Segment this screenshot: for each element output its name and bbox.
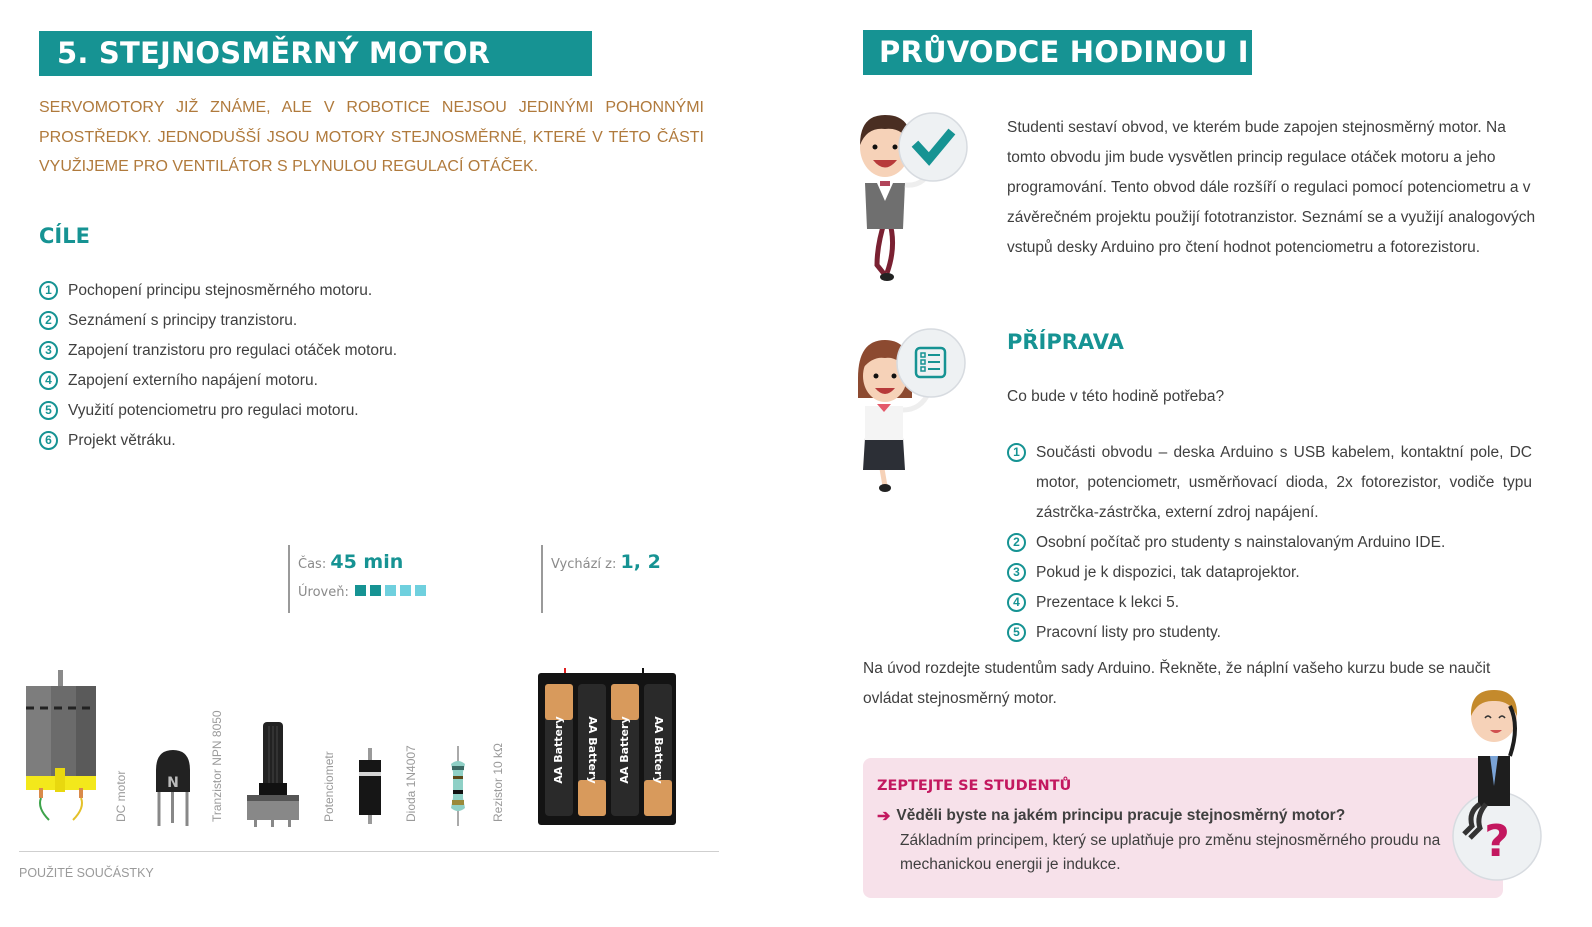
prerequisite-info [551, 551, 661, 573]
goal-text: Projekt větráku. [68, 432, 176, 449]
number-badge-icon: 1 [39, 281, 58, 300]
goals-heading: CÍLE [39, 224, 90, 248]
level-square-empty [415, 585, 426, 596]
component-label: Rezistor 10 kΩ [491, 743, 505, 822]
prerequisite-value: 1, 2 [620, 551, 661, 573]
preparation-item [1007, 528, 1532, 558]
level-square-empty [400, 585, 411, 596]
prerequisite-label: Vychází z: [551, 557, 617, 572]
teacher-girl-illustration [855, 328, 990, 498]
goal-text: Zapojení tranzistoru pro regulaci otáček motoru. [68, 342, 398, 359]
closing-instructions: Na úvod rozdejte studentům sady Arduino. Řekněte, že náplní vašeho kurzu bude se naučit ovládat stejnosměrný motor. [863, 660, 1491, 707]
preparation-text: Pracovní listy pro studenty. [1036, 624, 1221, 641]
preparation-text: Součásti obvodu – deska Arduino s USB kabelem, kontaktní pole, DC motor, potenciometr, usměrňovací dioda, 2x fotorezistor, vodiče typu zástrčka-zástrčka, externí zdroj napájení. [1036, 444, 1532, 521]
battery-label: AA Battery [652, 716, 665, 784]
ask-question-text: Věděli byste na jakém principu pracuje stejnosměrný motor? [896, 807, 1346, 824]
goal-item [39, 431, 679, 461]
component-label: Tranzistor NPN 8050 [210, 710, 224, 822]
battery-pack-icon [538, 668, 676, 825]
ask-students-box [863, 758, 1503, 898]
goal-text: Zapojení externího napájení motoru. [68, 372, 318, 389]
preparation-item [1007, 588, 1532, 618]
goal-text: Seznámení s principy tranzistoru. [68, 312, 298, 329]
goal-item [39, 311, 679, 341]
question-mark: ? [1484, 816, 1510, 867]
intro-text: SERVOMOTORY JIŽ ZNÁME, ALE V ROBOTICE NEJSOU JEDINÝMI POHONNÝMI PROSTŘEDKY. JEDNODUŠŠÍ JSOU MOTORY STEJNOSMĚRNÉ, KTERÉ V TÉTO ČÁSTI VYUŽIJEME PRO VENTILÁTOR S PLYNULOU REGULACÍ OTÁČEK. [39, 99, 704, 175]
number-badge-icon: 5 [39, 401, 58, 420]
lesson-guide-title: PRŮVODCE HODINOU I [879, 35, 1249, 69]
ask-answer: Základním principem, který se uplatňuje pro změnu stejnosměrného proudu na mechanickou energii je indukce. [900, 832, 1441, 873]
number-badge-icon: 4 [39, 371, 58, 390]
number-badge-icon: 4 [1007, 593, 1026, 612]
preparation-heading: PŘÍPRAVA [1007, 330, 1124, 354]
level-label: Úroveň: [298, 585, 349, 600]
battery-label: AA Battery [586, 716, 599, 784]
component-label: DC motor [114, 770, 128, 822]
number-badge-icon: 5 [1007, 623, 1026, 642]
component-label: Potenciometr [322, 751, 336, 822]
goal-item [39, 341, 679, 371]
aa-battery-icon [611, 684, 639, 816]
preparation-text: Pokud je k dispozici, tak dataprojektor. [1036, 564, 1300, 581]
battery-label: AA Battery [618, 716, 631, 784]
level-square-filled [370, 585, 381, 596]
svg-text:N: N [167, 775, 179, 791]
time-info [298, 551, 403, 573]
preparation-item [1007, 618, 1532, 648]
aa-battery-icon [545, 684, 573, 816]
preparation-list [1007, 438, 1532, 648]
aa-battery-icon [578, 684, 606, 816]
number-badge-icon: 3 [39, 341, 58, 360]
goals-list [39, 281, 679, 461]
preparation-item [1007, 438, 1532, 528]
components-divider [19, 851, 719, 852]
potentiometer-icon [247, 722, 299, 827]
checkmark-balloon-icon [899, 113, 967, 181]
component-label: Dioda 1N4007 [404, 745, 418, 822]
preparation-item [1007, 558, 1532, 588]
ask-question [877, 806, 1345, 826]
goal-text: Využití potenciometru pro regulaci motoru. [68, 402, 359, 419]
lesson-title: 5. STEJNOSMĚRNÝ MOTOR [57, 36, 491, 70]
goal-text: Pochopení principu stejnosměrného motoru. [68, 282, 373, 299]
goal-item [39, 281, 679, 311]
time-value: 45 min [330, 551, 404, 573]
level-indicator [351, 585, 426, 600]
meta-divider [541, 545, 543, 613]
time-label: Čas: [298, 557, 327, 572]
number-badge-icon: 2 [39, 311, 58, 330]
number-badge-icon: 3 [1007, 563, 1026, 582]
transistor-icon [156, 750, 190, 826]
aa-battery-icon [644, 684, 672, 816]
diode-icon [359, 748, 381, 824]
ask-students-heading: ZEPTEJTE SE STUDENTŮ [877, 778, 1072, 794]
dc-motor-icon [26, 670, 96, 820]
lesson-guide-banner [863, 30, 1252, 75]
goal-item [39, 371, 679, 401]
number-badge-icon: 1 [1007, 443, 1026, 462]
lesson-summary: Studenti sestaví obvod, ve kterém bude zapojen stejnosměrný motor. Na tomto obvodu jim bude vysvětlen princip regulace otáček motoru a jeho programování. Tento obvod dále rozšíří o regulaci pomocí potenciometru a v závěrečném projektu použijí fototranzistor. Seznámí se a využijí analogových vstupů desky Arduino pro čtení hodnot potenciometru a fotorezistoru. [1007, 119, 1536, 256]
meta-divider [288, 545, 290, 613]
checklist-balloon-icon [897, 329, 965, 397]
level-square-empty [385, 585, 396, 596]
resistor-icon [451, 746, 465, 826]
number-badge-icon: 2 [1007, 533, 1026, 552]
preparation-text: Prezentace k lekci 5. [1036, 594, 1180, 611]
goal-item [39, 401, 679, 431]
components-caption: POUŽITÉ SOUČÁSTKY [19, 866, 154, 880]
lesson-title-banner [39, 31, 592, 76]
level-square-filled [355, 585, 366, 596]
battery-label: AA Battery [552, 716, 565, 784]
number-badge-icon: 6 [39, 431, 58, 450]
level-info [298, 585, 426, 600]
arrow-right-icon: ➔ [877, 808, 891, 825]
teacher-boy-illustration [855, 105, 990, 285]
student-question-illustration [1450, 686, 1592, 896]
preparation-text: Osobní počítač pro studenty s nainstalovaným Arduino IDE. [1036, 534, 1446, 551]
preparation-question: Co bude v této hodině potřeba? [1007, 388, 1225, 405]
